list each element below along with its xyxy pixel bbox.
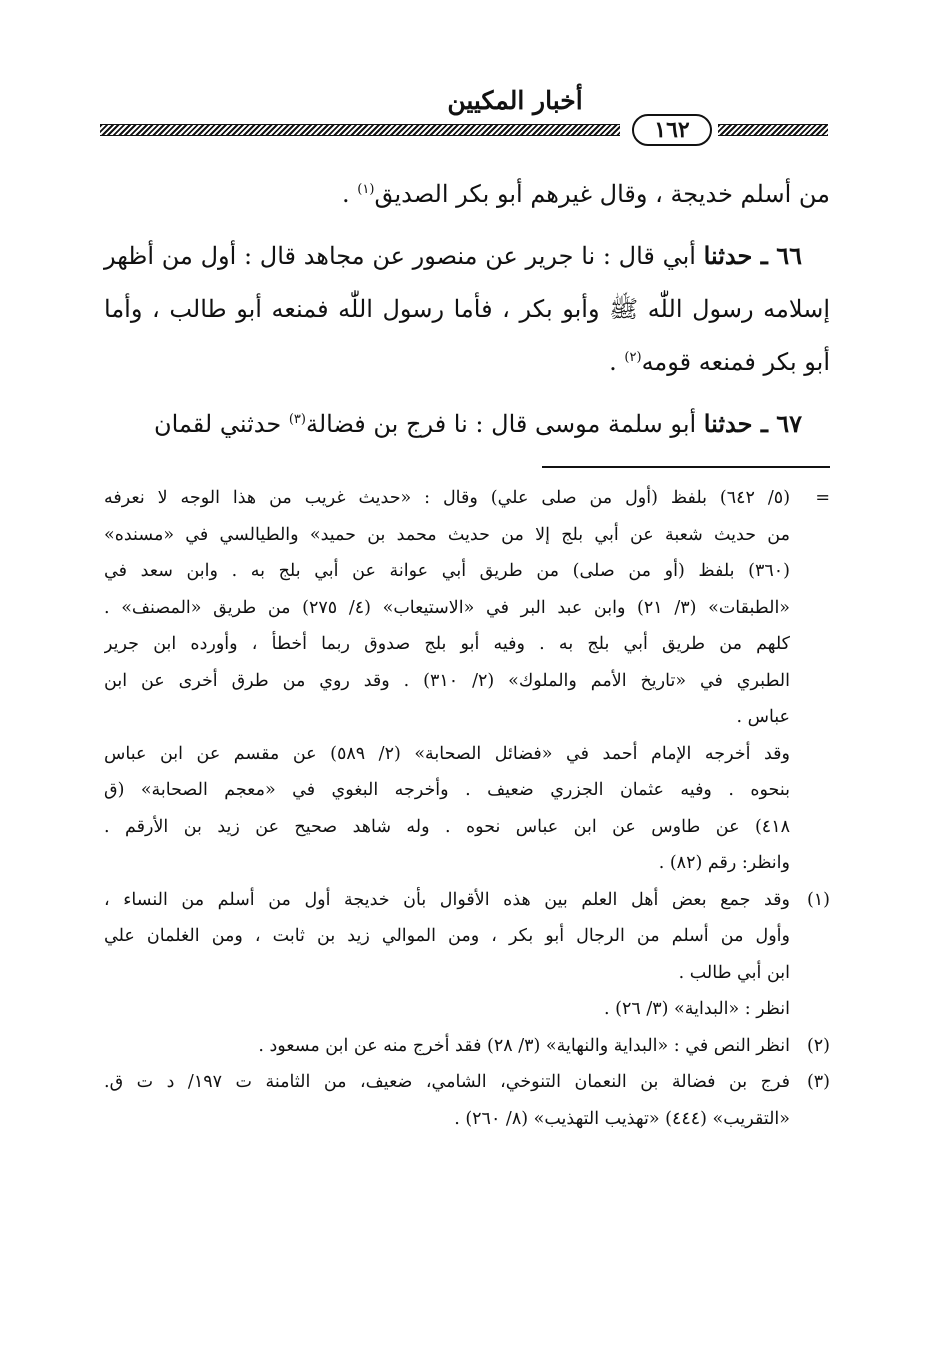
footnote-line: كلهم من طريق أبي بلج به . وفيه أبو بلج صدوق ربما أخطأ ، وأورده ابن جرير [104,634,790,654]
page-number: ١٦٢ [632,114,712,146]
footnote-line: «الطبقات» (٣/ ٢١) وابن عبد البر في «الاستيعاب» (٤/ ٢٧٥) من طريق «المصنف» . [104,597,790,618]
continuation-mark: = [815,488,830,508]
footnote-line: ابن أبي طالب . [678,962,790,983]
footnote-line: الطبري في «تاريخ الأمم والملوك» (٢/ ٣١٠) . وقد روي من طرق أخرى عن ابن [104,670,790,691]
footnote-line: انظر : «البداية» (٣/ ٢٦) . [604,999,790,1019]
main-text [104,168,830,459]
paragraph-1: من أسلم خديجة ، وقال غيرهم أبو بكر الصديق$^{(١)}$ . [342,180,830,208]
footnote-line: «التقريب» (٤٤٤) «تهذيب التهذيب» (٨/ ٢٦٠) . [454,1108,790,1129]
running-title: أخبار المكيين [447,86,583,115]
footnote-ref-2[interactable]: (٢) [624,350,642,365]
hadith-66: ٦٦ ـ حدثنا أبي قال : نا جرير عن منصور عن مجاهد قال : أول من أظهر إسلامه رسول اللّٰه ﷺ وأبو بكر ، فأما رسول اللّٰه فمنعه أبو طالب ، وأما أبو بكر فمنعه قومه$^{(٢)}$ . [104,241,830,376]
footnote-line: وأول من أسلم من الرجال أبو بكر ، ومن الموالي زيد بن ثابت ، ومن الغلمان علي [104,926,790,946]
footnote-2-mark: (٢) [806,1035,830,1056]
footnote-line: ٤١٨) عن طاوس عن ابن عباس نحوه . وله شاهد صحيح عن زيد بن الأرقم . [104,816,790,837]
footnote-continuation-2 [104,736,830,882]
footnote-2 [104,1028,830,1065]
header-rule-left [100,124,620,136]
hadith-67-lead: ٦٧ ـ حدثنا [703,409,802,438]
footnote-line: وقد أخرجه الإمام أحمد في «فضائل الصحابة» (٢/ ٥٨٩) عن مقسم عن ابن عباس [104,743,790,764]
hadith-66-lead: ٦٦ ـ حدثنا [703,241,802,270]
footnote-line: وقد جمع بعض أهل العلم بين هذه الأقوال بأن خديجة أول من أسلم من النساء ، [104,889,790,910]
footnote-separator [542,466,830,468]
footnote-line: فرج بن فضالة بن النعمان التنوخي، الشامي، ضعيف، من الثامنة ت ١٩٧/ د ت ق. [104,1072,790,1092]
footnotes [104,480,830,1137]
footnote-line: (٥/ ٦٤٢) بلفظ (أول من صلى علي) وقال : «حديث غريب من هذا الوجه لا نعرفه [104,488,790,508]
footnote-line: وانظر: رقم (٨٢) . [658,853,790,873]
footnote-ref-3[interactable]: (٣) [288,412,306,427]
footnote-continuation [104,480,830,736]
footnote-line: من حديث شعبة عن أبي بلج إلا من حديث محمد بن حميد» والطيالسي في «مسنده» [104,524,790,545]
footnote-3 [104,1064,830,1137]
footnote-line: عباس . [736,707,790,727]
footnote-ref-1[interactable]: (١) [357,182,375,197]
footnote-line: بنحوه . وفيه عثمان الجزري ضعيف . وأخرجه البغوي في «معجم الصحابة» (ق [104,780,790,800]
footnote-line: انظر النص في : «البداية والنهاية» (٣/ ٢٨) فقد أخرج منه عن ابن مسعود . [258,1035,790,1056]
footnote-line: (٣٦٠) بلفظ (أو من صلى) من طريق أبي عوانة عن أبي بلج به . وابن سعد في [104,561,790,581]
header-rule-right [718,124,828,136]
footnote-1-mark: (١) [806,889,830,910]
footnote-1 [104,882,830,1028]
hadith-67: ٦٧ ـ حدثنا أبو سلمة موسى قال : نا فرج بن فضالة$^{(٣)}$ حدثني لقمان [153,409,802,438]
footnote-3-mark: (٣) [806,1072,830,1092]
